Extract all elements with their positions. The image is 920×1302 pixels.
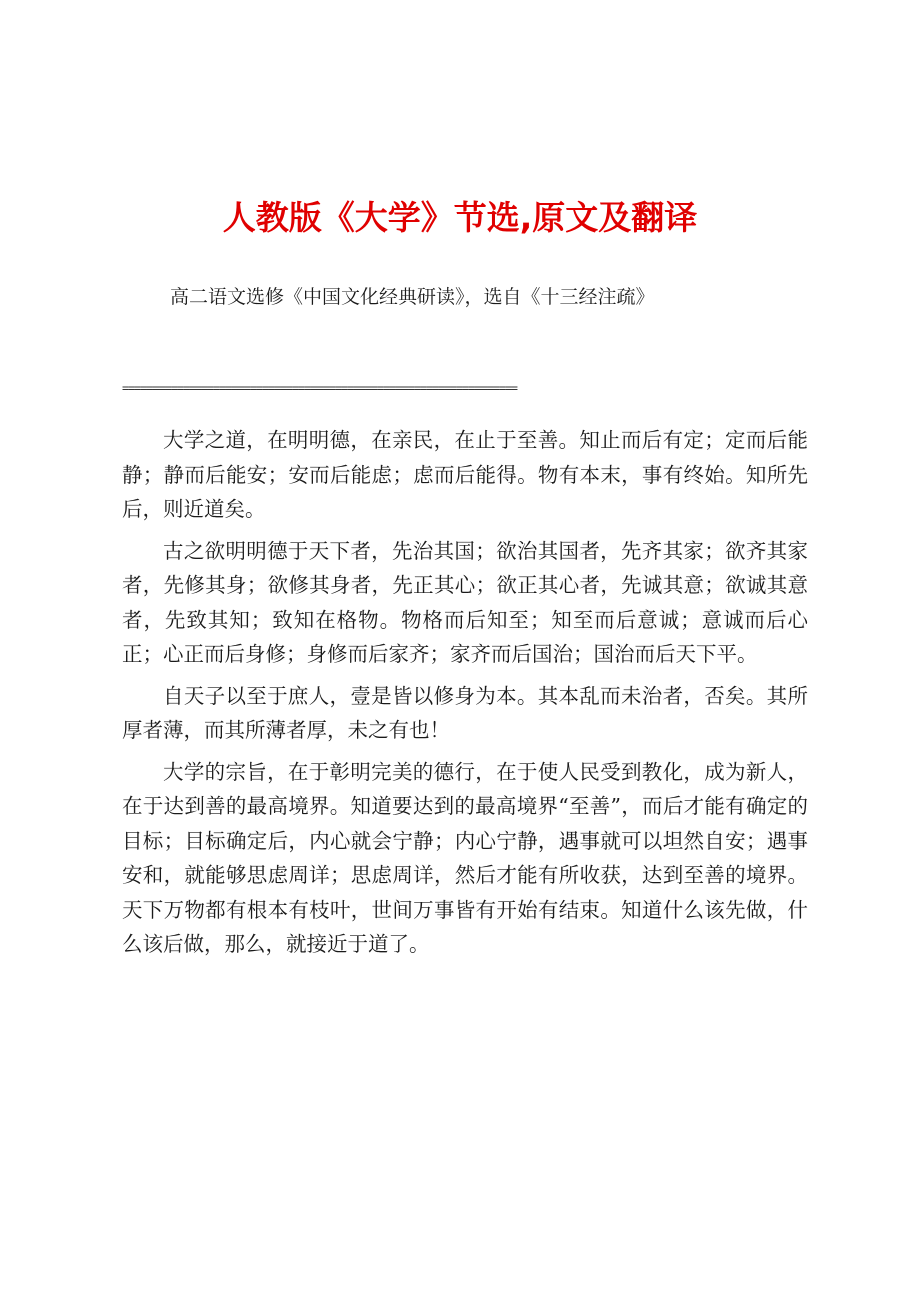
document-body — [122, 423, 808, 969]
paragraph-translation: 大学的宗旨，在于彰明完美的德行，在于使人民受到教化，成为新人，在于达到善的最高境界。知道要达到的最高境界“至善”，而后才能有确定的目标；目标确定后，内心就会宁静；内心宁静，遇事就可以坦然自安；遇事安和，就能够思虑周详；思虑周详，然后才能有所收获，达到至善的境界。天下万物都有根本有枝叶，世间万事皆有开始有结束。知道什么该先做，什么该后做，那么，就接近于道了。 — [122, 759, 808, 956]
paragraph-original-2: 古之欲明明德于天下者，先治其国；欲治其国者，先齐其家；欲齐其家者，先修其身；欲修其身者，先正其心；欲正其心者，先诚其意；欲诚其意者，先致其知；致知在格物。物格而后知至；知至而后意诚；意诚而后心正；心正而后身修；身修而后家齐；家齐而后国治；国治而后天下平。 — [122, 538, 808, 666]
document-subtitle: 高二语文选修《中国文化经典研读》，选自《十三经注疏》 — [170, 286, 655, 308]
paragraph-original-3: 自天子以至于庶人，壹是皆以修身为本。其本乱而未治者，否矣。其所厚者薄，而其所薄者厚，未之有也！ — [122, 683, 808, 742]
separator-line: ================================================================= — [122, 381, 517, 395]
paragraph-original-1: 大学之道，在明明德，在亲民，在止于至善。知止而后有定；定而后能静；静而后能安；安而后能虑；虑而后能得。物有本末，事有终始。知所先后，则近道矣。 — [122, 428, 808, 521]
document-title: 人教版《大学》节选,原文及翻译 — [222, 198, 698, 237]
